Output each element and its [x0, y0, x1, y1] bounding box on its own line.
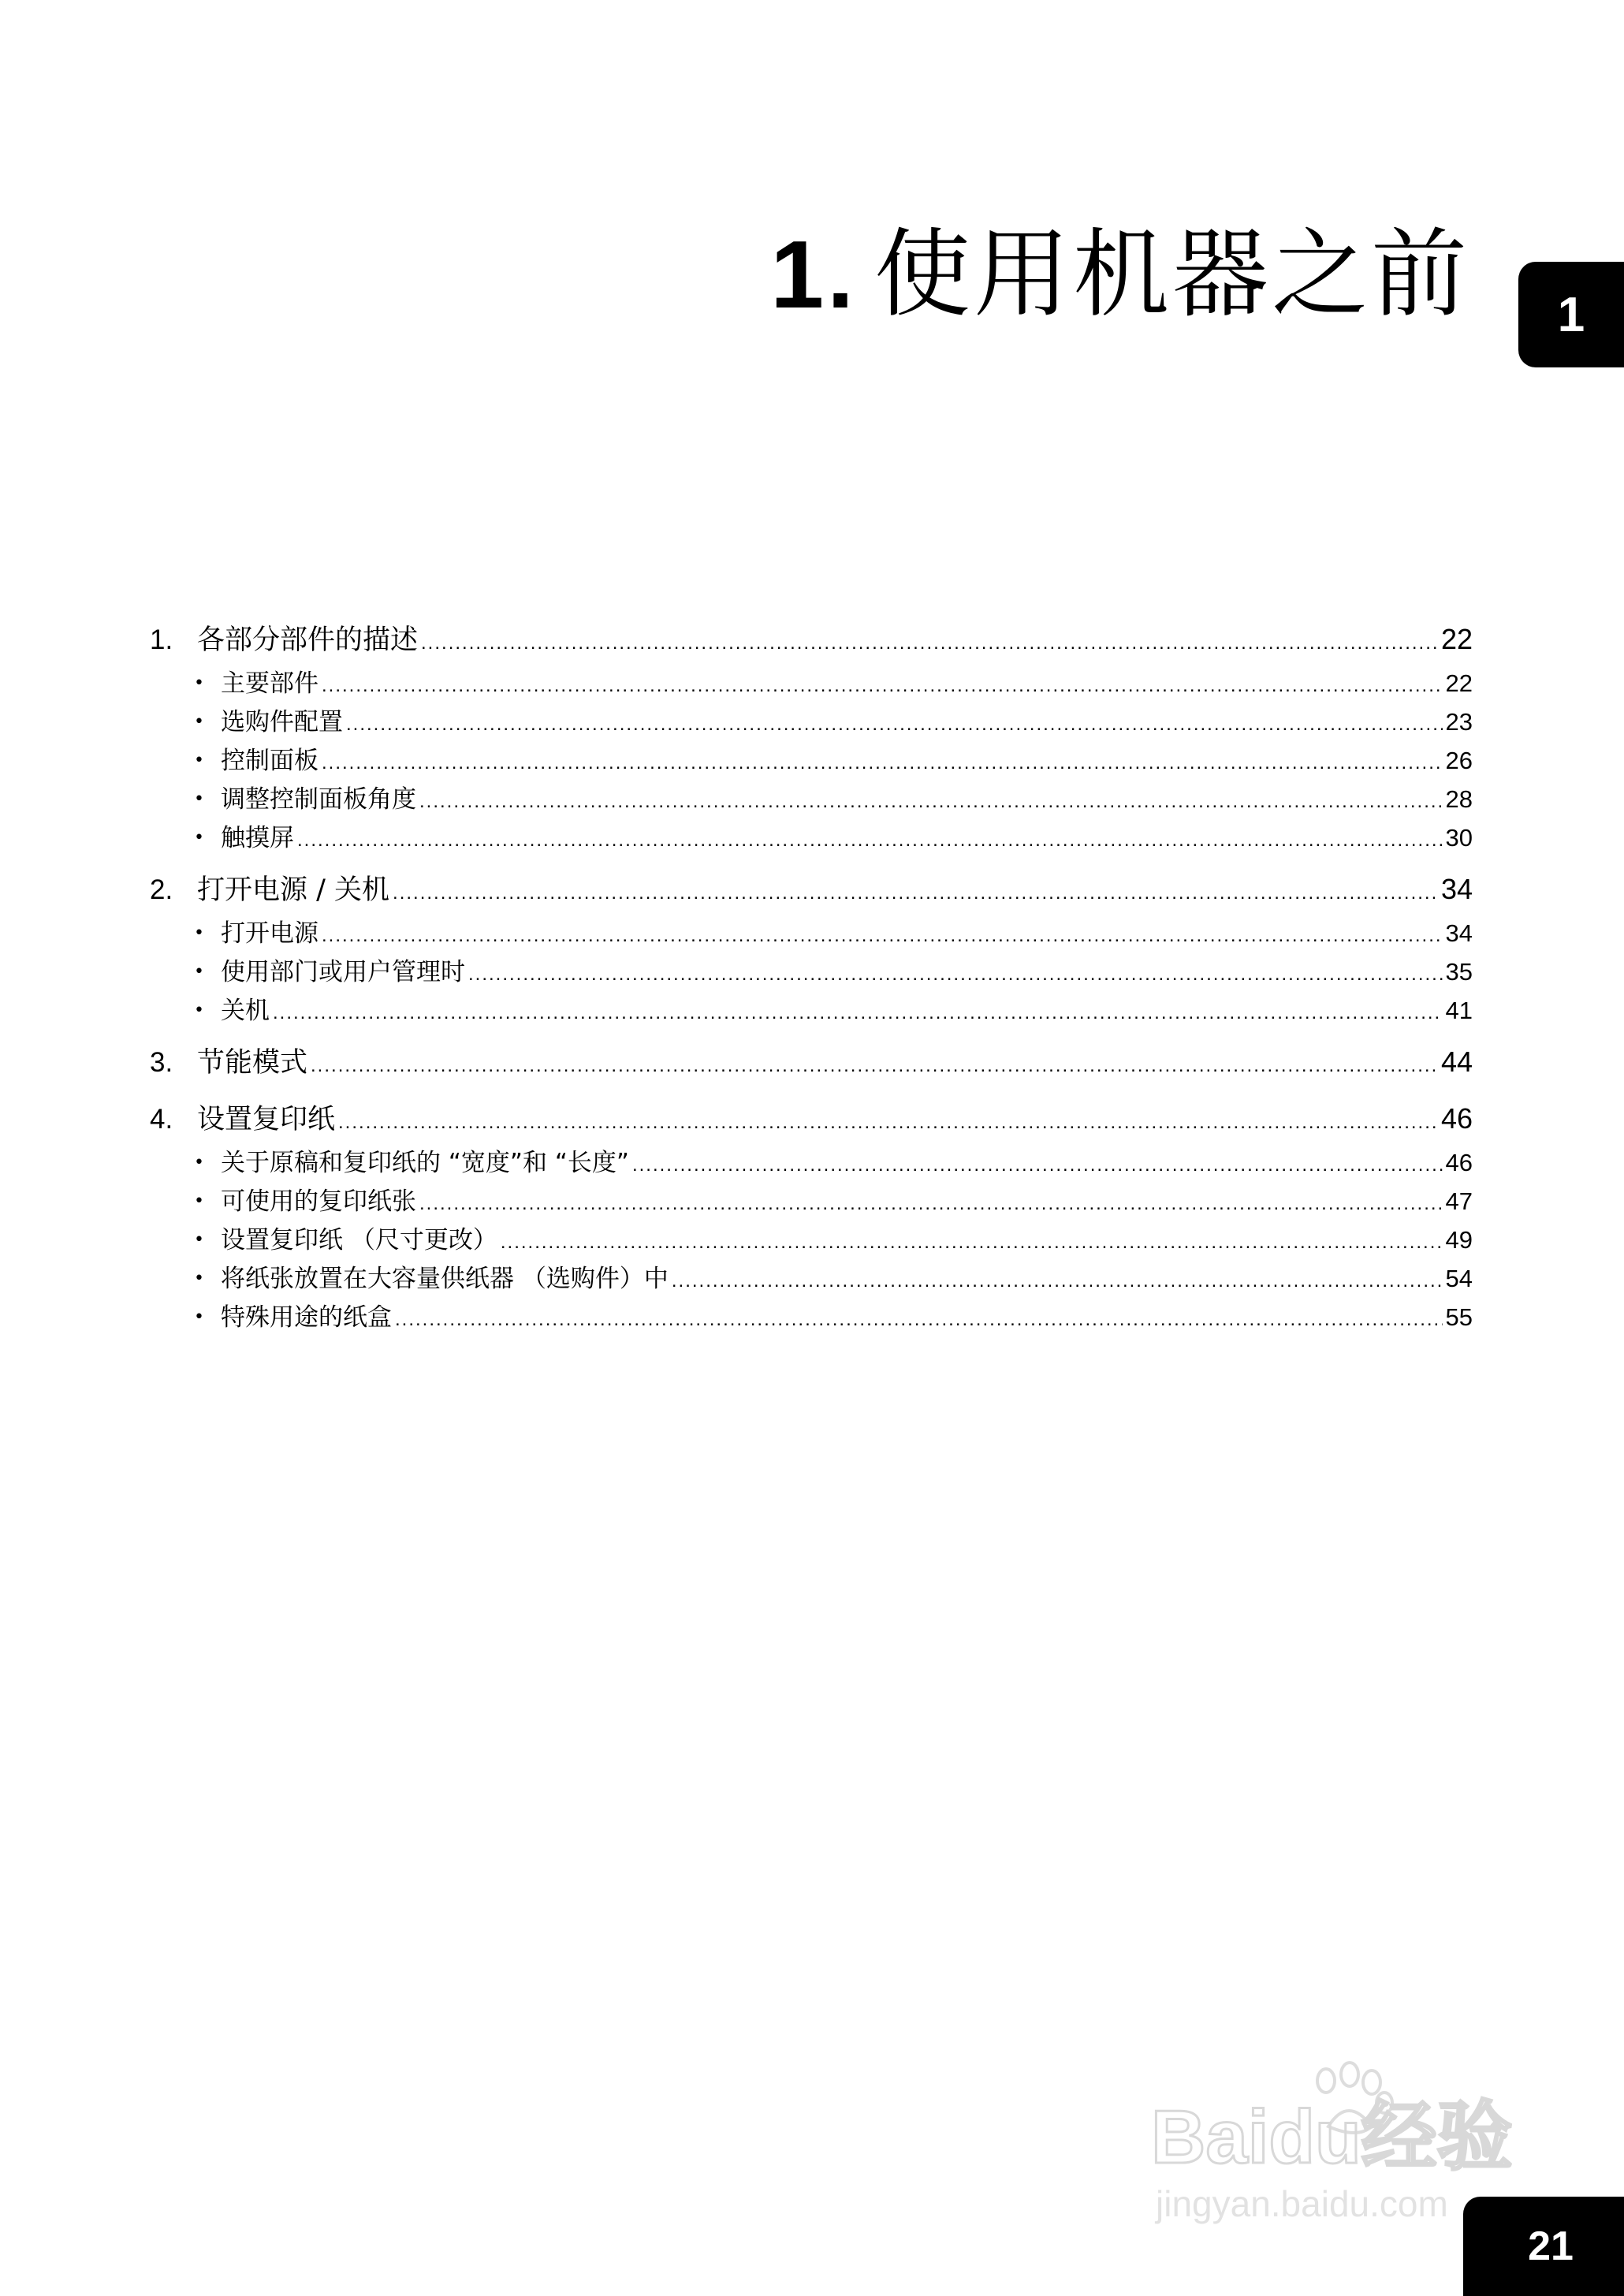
watermark-brand: Baidu经验	[1151, 2095, 1513, 2179]
toc-subentry-label: 调整控制面板角度	[221, 785, 416, 814]
dot-leader	[672, 1262, 1443, 1300]
toc-entry-number: 2.	[150, 874, 173, 905]
toc-subentry-label: 使用部门或用户管理时	[221, 958, 465, 986]
toc-subentry[interactable]	[150, 741, 1473, 780]
toc-subentry-page: 26	[1445, 747, 1473, 774]
toc-subentry-label: 触摸屏	[221, 824, 294, 852]
bullet-icon: •	[194, 1230, 204, 1250]
toc-entry-page: 22	[1440, 623, 1473, 655]
toc-entry-page: 44	[1440, 1046, 1473, 1078]
toc-entry[interactable]	[150, 615, 1473, 664]
toc-subentry-page: 22	[1445, 669, 1473, 697]
bullet-icon: •	[194, 962, 204, 982]
bullet-icon: •	[194, 1153, 204, 1172]
bullet-icon: •	[194, 789, 204, 809]
toc-entry[interactable]	[150, 1094, 1473, 1143]
bullet-icon: •	[194, 1307, 204, 1327]
chapter-title	[770, 211, 1470, 337]
toc-subentry-label: 打开电源	[221, 919, 318, 948]
page-number: 21	[1528, 2223, 1574, 2269]
toc-section	[150, 1038, 1473, 1086]
dot-leader	[395, 1300, 1443, 1339]
toc-subentry-label: 特殊用途的纸盒	[221, 1303, 392, 1332]
dot-leader	[322, 916, 1443, 955]
toc-entry-number: 4.	[150, 1104, 173, 1135]
dot-leader	[419, 1184, 1443, 1223]
toc-subentry-page: 54	[1445, 1265, 1473, 1292]
dot-leader	[393, 869, 1438, 918]
bullet-icon: •	[194, 1269, 204, 1288]
bullet-icon: •	[194, 923, 204, 943]
toc-entry-number: 1.	[150, 624, 173, 655]
chapter-tab-label: 1	[1557, 287, 1585, 342]
toc-subentry-label: 控制面板	[221, 747, 318, 775]
toc-entry-number: 3.	[150, 1047, 173, 1078]
page-number-tab	[1463, 2197, 1624, 2296]
toc-subentry-label: 主要部件	[221, 669, 318, 698]
chapter-number: 1.	[770, 221, 857, 328]
toc-subentry[interactable]	[150, 664, 1473, 703]
dot-leader	[273, 993, 1443, 1032]
toc-subentry-label: 选购件配置	[221, 708, 343, 736]
toc-subentry-page: 49	[1445, 1226, 1473, 1254]
dot-leader	[468, 955, 1443, 993]
toc-subentry[interactable]	[150, 1298, 1473, 1336]
bullet-icon: •	[194, 828, 204, 848]
toc-subentry-page: 28	[1445, 785, 1473, 813]
bullet-icon: •	[194, 712, 204, 732]
toc-subentry-page: 41	[1445, 997, 1473, 1024]
toc-entry-label: 打开电源 / 关机	[197, 874, 390, 906]
toc-section	[150, 615, 1473, 857]
toc-entry[interactable]	[150, 1038, 1473, 1086]
toc-subentry[interactable]	[150, 914, 1473, 952]
toc-subentry[interactable]	[150, 1182, 1473, 1221]
toc-entry-page: 46	[1440, 1102, 1473, 1135]
toc-subentry-page: 47	[1445, 1187, 1473, 1215]
toc-subentry-page: 35	[1445, 958, 1473, 986]
dot-leader	[297, 821, 1443, 859]
watermark-url: jingyan.baidu.com	[1156, 2183, 1448, 2224]
dot-leader	[322, 744, 1443, 782]
chapter-tab	[1518, 262, 1624, 367]
chapter-title-text: 使用机器之前	[874, 218, 1470, 330]
toc-subentry-page: 55	[1445, 1303, 1473, 1331]
bullet-icon: •	[194, 751, 204, 770]
toc-subentry[interactable]	[150, 1221, 1473, 1259]
toc-subentry-page: 34	[1445, 919, 1473, 947]
table-of-contents	[150, 615, 1473, 1344]
bullet-icon: •	[194, 1191, 204, 1211]
dot-leader	[501, 1223, 1443, 1262]
toc-subentry[interactable]	[150, 818, 1473, 857]
toc-section	[150, 865, 1473, 1030]
toc-subentry[interactable]	[150, 703, 1473, 741]
toc-entry-page: 34	[1440, 873, 1473, 905]
toc-subentry-label: 将纸张放置在大容量供纸器 （选购件）中	[221, 1265, 669, 1293]
toc-subentry-page: 30	[1445, 824, 1473, 852]
dot-leader	[632, 1146, 1443, 1184]
toc-subentry[interactable]	[150, 952, 1473, 991]
toc-subentry[interactable]	[150, 780, 1473, 818]
toc-subentry-label: 关于原稿和复印纸的 “宽度”和 “长度”	[221, 1149, 629, 1177]
toc-entry-label: 各部分部件的描述	[197, 624, 419, 656]
dot-leader	[322, 666, 1443, 705]
toc-entry[interactable]	[150, 865, 1473, 914]
toc-section	[150, 1094, 1473, 1336]
toc-subentry-label: 可使用的复印纸张	[221, 1187, 416, 1216]
dot-leader	[346, 705, 1443, 744]
toc-subentry-label: 设置复印纸 （尺寸更改）	[221, 1226, 497, 1254]
toc-subentry-page: 46	[1445, 1149, 1473, 1176]
dot-leader	[421, 619, 1438, 668]
toc-subentry-label: 关机	[221, 997, 270, 1025]
toc-entry-label: 设置复印纸	[197, 1104, 336, 1135]
toc-entry-label: 节能模式	[197, 1047, 308, 1079]
toc-subentry[interactable]	[150, 991, 1473, 1030]
toc-subentry[interactable]	[150, 1143, 1473, 1182]
toc-subentry[interactable]	[150, 1259, 1473, 1298]
bullet-icon: •	[194, 1001, 204, 1020]
dot-leader	[311, 1042, 1438, 1090]
toc-subentry-page: 23	[1445, 708, 1473, 736]
bullet-icon: •	[194, 673, 204, 693]
dot-leader	[419, 782, 1443, 821]
dot-leader	[338, 1098, 1438, 1147]
